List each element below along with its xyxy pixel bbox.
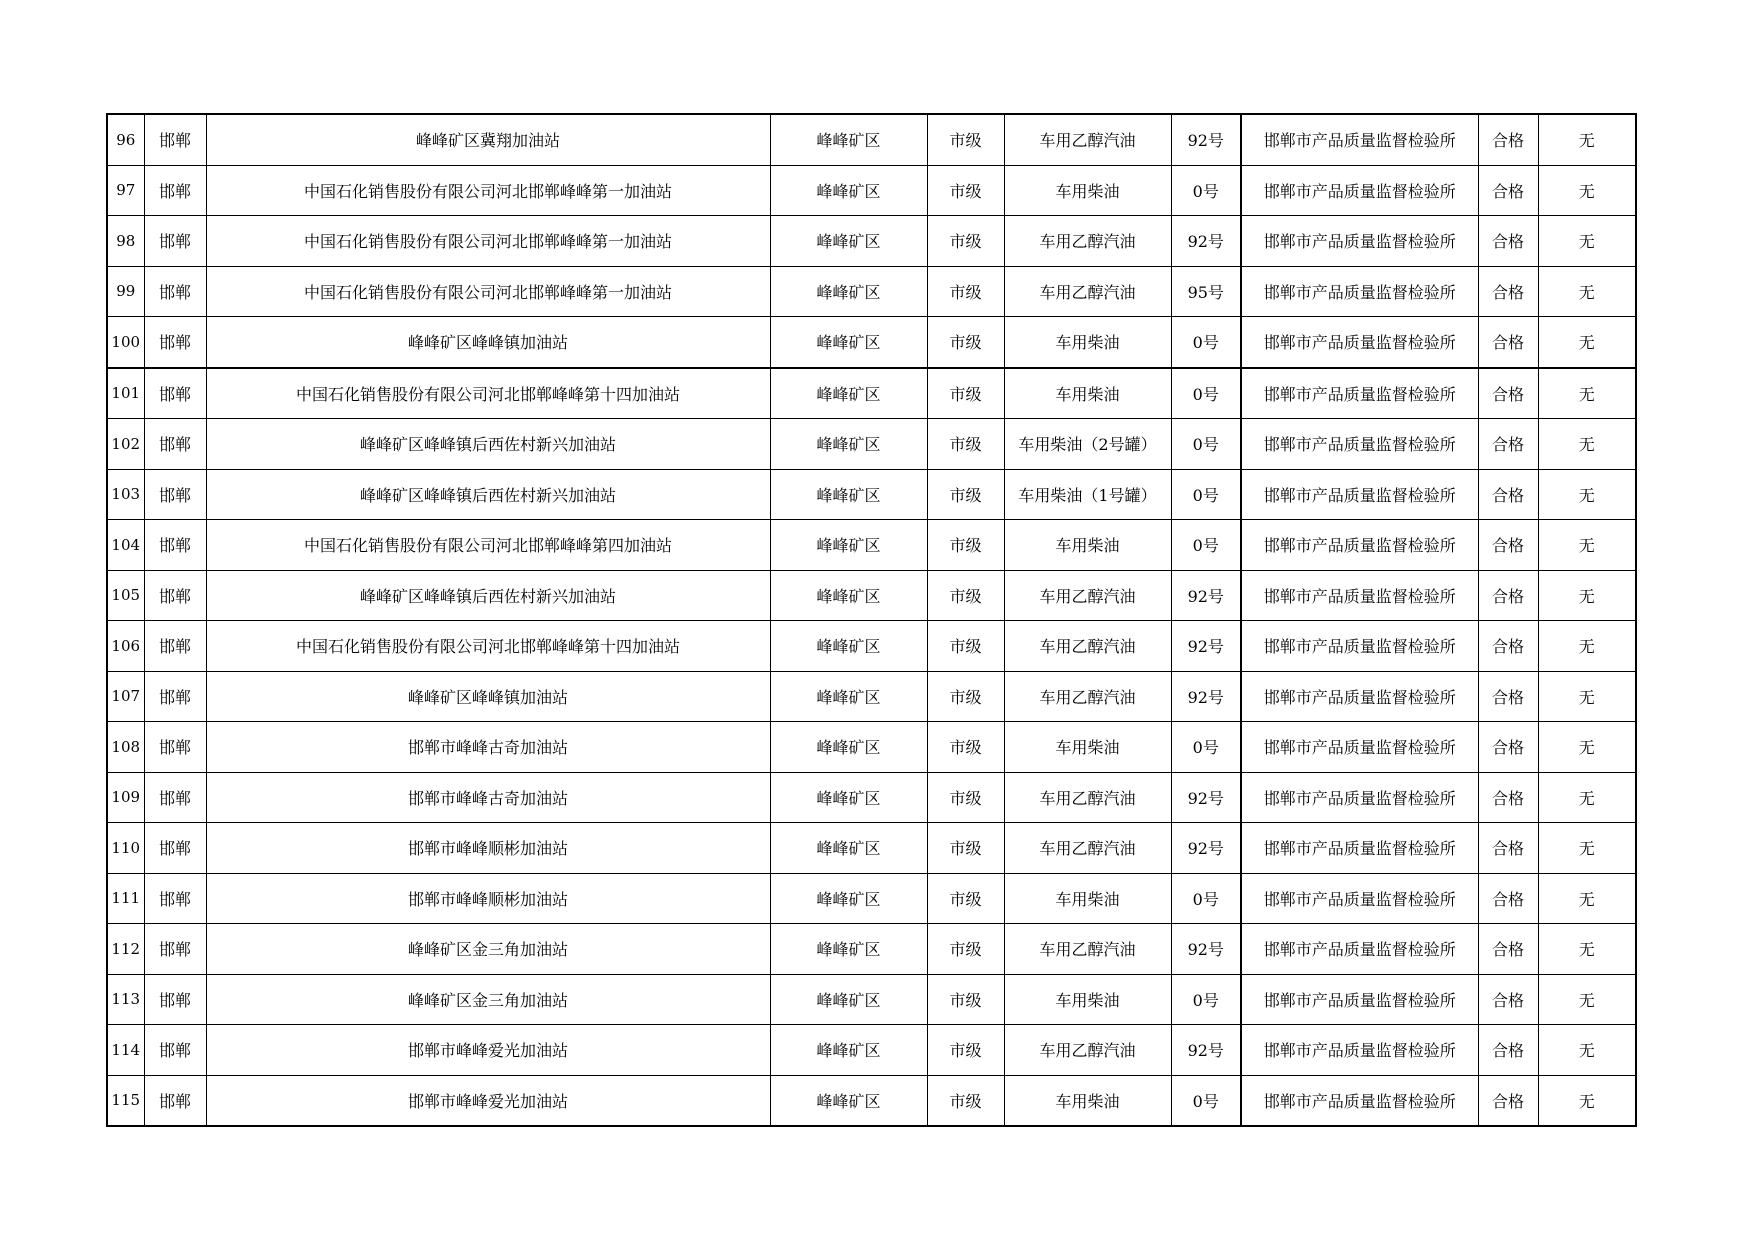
issue-cell: 无 — [1538, 621, 1636, 672]
table-row — [107, 114, 1636, 165]
table-row — [107, 974, 1636, 1025]
product-cell: 车用柴油 — [1004, 1075, 1171, 1126]
result-cell: 合格 — [1478, 216, 1538, 267]
station-name-cell: 中国石化销售股份有限公司河北邯郸峰峰第一加油站 — [206, 165, 770, 216]
station-name-cell: 中国石化销售股份有限公司河北邯郸峰峰第一加油站 — [206, 216, 770, 267]
inspection-results-table — [106, 113, 1637, 1127]
city-cell: 邯郸 — [144, 216, 206, 267]
row-number-cell: 104 — [107, 520, 144, 571]
city-cell: 邯郸 — [144, 266, 206, 317]
product-cell: 车用乙醇汽油 — [1004, 823, 1171, 874]
level-cell: 市级 — [927, 1025, 1004, 1076]
product-cell: 车用柴油 — [1004, 165, 1171, 216]
table-body — [107, 114, 1636, 1126]
station-name-cell: 中国石化销售股份有限公司河北邯郸峰峰第一加油站 — [206, 266, 770, 317]
level-cell: 市级 — [927, 165, 1004, 216]
city-cell: 邯郸 — [144, 823, 206, 874]
row-number-cell: 106 — [107, 621, 144, 672]
row-number-cell: 103 — [107, 469, 144, 520]
product-cell: 车用乙醇汽油 — [1004, 266, 1171, 317]
result-cell: 合格 — [1478, 368, 1538, 419]
district-cell: 峰峰矿区 — [770, 419, 927, 470]
district-cell: 峰峰矿区 — [770, 671, 927, 722]
station-name-cell: 峰峰矿区峰峰镇加油站 — [206, 671, 770, 722]
result-cell: 合格 — [1478, 1025, 1538, 1076]
issue-cell: 无 — [1538, 368, 1636, 419]
table-row — [107, 419, 1636, 470]
result-cell: 合格 — [1478, 114, 1538, 165]
row-number-cell: 100 — [107, 317, 144, 368]
station-name-cell: 峰峰矿区冀翔加油站 — [206, 114, 770, 165]
level-cell: 市级 — [927, 570, 1004, 621]
city-cell: 邯郸 — [144, 520, 206, 571]
product-cell: 车用柴油 — [1004, 974, 1171, 1025]
result-cell: 合格 — [1478, 419, 1538, 470]
level-cell: 市级 — [927, 722, 1004, 773]
district-cell: 峰峰矿区 — [770, 520, 927, 571]
issue-cell: 无 — [1538, 216, 1636, 267]
city-cell: 邯郸 — [144, 671, 206, 722]
station-name-cell: 邯郸市峰峰顺彬加油站 — [206, 873, 770, 924]
inspection-agency-cell: 邯郸市产品质量监督检验所 — [1241, 165, 1478, 216]
level-cell: 市级 — [927, 772, 1004, 823]
inspection-agency-cell: 邯郸市产品质量监督检验所 — [1241, 974, 1478, 1025]
district-cell: 峰峰矿区 — [770, 873, 927, 924]
grade-cell: 0号 — [1171, 368, 1241, 419]
grade-cell: 0号 — [1171, 1075, 1241, 1126]
station-name-cell: 邯郸市峰峰爱光加油站 — [206, 1025, 770, 1076]
table-row — [107, 621, 1636, 672]
inspection-agency-cell: 邯郸市产品质量监督检验所 — [1241, 216, 1478, 267]
table-row — [107, 266, 1636, 317]
city-cell: 邯郸 — [144, 621, 206, 672]
city-cell: 邯郸 — [144, 1075, 206, 1126]
issue-cell: 无 — [1538, 317, 1636, 368]
product-cell: 车用柴油（2号罐） — [1004, 419, 1171, 470]
product-cell: 车用柴油 — [1004, 317, 1171, 368]
grade-cell: 0号 — [1171, 722, 1241, 773]
issue-cell: 无 — [1538, 823, 1636, 874]
table-row — [107, 317, 1636, 368]
level-cell: 市级 — [927, 621, 1004, 672]
result-cell: 合格 — [1478, 974, 1538, 1025]
station-name-cell: 中国石化销售股份有限公司河北邯郸峰峰第十四加油站 — [206, 368, 770, 419]
station-name-cell: 峰峰矿区峰峰镇后西佐村新兴加油站 — [206, 570, 770, 621]
inspection-agency-cell: 邯郸市产品质量监督检验所 — [1241, 469, 1478, 520]
district-cell: 峰峰矿区 — [770, 266, 927, 317]
city-cell: 邯郸 — [144, 368, 206, 419]
inspection-agency-cell: 邯郸市产品质量监督检验所 — [1241, 317, 1478, 368]
row-number-cell: 101 — [107, 368, 144, 419]
result-cell: 合格 — [1478, 924, 1538, 975]
row-number-cell: 105 — [107, 570, 144, 621]
inspection-agency-cell: 邯郸市产品质量监督检验所 — [1241, 671, 1478, 722]
issue-cell: 无 — [1538, 266, 1636, 317]
level-cell: 市级 — [927, 216, 1004, 267]
issue-cell: 无 — [1538, 772, 1636, 823]
district-cell: 峰峰矿区 — [770, 924, 927, 975]
issue-cell: 无 — [1538, 671, 1636, 722]
grade-cell: 92号 — [1171, 1025, 1241, 1076]
inspection-agency-cell: 邯郸市产品质量监督检验所 — [1241, 621, 1478, 672]
inspection-agency-cell: 邯郸市产品质量监督检验所 — [1241, 520, 1478, 571]
issue-cell: 无 — [1538, 1025, 1636, 1076]
level-cell: 市级 — [927, 873, 1004, 924]
result-cell: 合格 — [1478, 873, 1538, 924]
inspection-agency-cell: 邯郸市产品质量监督检验所 — [1241, 570, 1478, 621]
inspection-agency-cell: 邯郸市产品质量监督检验所 — [1241, 722, 1478, 773]
inspection-agency-cell: 邯郸市产品质量监督检验所 — [1241, 873, 1478, 924]
level-cell: 市级 — [927, 974, 1004, 1025]
row-number-cell: 98 — [107, 216, 144, 267]
inspection-agency-cell: 邯郸市产品质量监督检验所 — [1241, 368, 1478, 419]
station-name-cell: 中国石化销售股份有限公司河北邯郸峰峰第十四加油站 — [206, 621, 770, 672]
result-cell: 合格 — [1478, 469, 1538, 520]
product-cell: 车用柴油 — [1004, 722, 1171, 773]
product-cell: 车用乙醇汽油 — [1004, 570, 1171, 621]
grade-cell: 92号 — [1171, 216, 1241, 267]
city-cell: 邯郸 — [144, 722, 206, 773]
grade-cell: 92号 — [1171, 621, 1241, 672]
district-cell: 峰峰矿区 — [770, 317, 927, 368]
table-row — [107, 216, 1636, 267]
product-cell: 车用柴油 — [1004, 368, 1171, 419]
level-cell: 市级 — [927, 419, 1004, 470]
city-cell: 邯郸 — [144, 1025, 206, 1076]
station-name-cell: 邯郸市峰峰古奇加油站 — [206, 722, 770, 773]
level-cell: 市级 — [927, 317, 1004, 368]
grade-cell: 0号 — [1171, 873, 1241, 924]
city-cell: 邯郸 — [144, 317, 206, 368]
issue-cell: 无 — [1538, 165, 1636, 216]
grade-cell: 0号 — [1171, 974, 1241, 1025]
product-cell: 车用柴油（1号罐） — [1004, 469, 1171, 520]
district-cell: 峰峰矿区 — [770, 621, 927, 672]
station-name-cell: 中国石化销售股份有限公司河北邯郸峰峰第四加油站 — [206, 520, 770, 571]
table-row — [107, 368, 1636, 419]
table-row — [107, 924, 1636, 975]
row-number-cell: 108 — [107, 722, 144, 773]
inspection-agency-cell: 邯郸市产品质量监督检验所 — [1241, 772, 1478, 823]
result-cell: 合格 — [1478, 165, 1538, 216]
row-number-cell: 113 — [107, 974, 144, 1025]
grade-cell: 0号 — [1171, 165, 1241, 216]
table-row — [107, 722, 1636, 773]
grade-cell: 92号 — [1171, 671, 1241, 722]
inspection-agency-cell: 邯郸市产品质量监督检验所 — [1241, 266, 1478, 317]
row-number-cell: 107 — [107, 671, 144, 722]
result-cell: 合格 — [1478, 570, 1538, 621]
row-number-cell: 102 — [107, 419, 144, 470]
table-row — [107, 671, 1636, 722]
table-row — [107, 165, 1636, 216]
row-number-cell: 112 — [107, 924, 144, 975]
level-cell: 市级 — [927, 368, 1004, 419]
district-cell: 峰峰矿区 — [770, 165, 927, 216]
issue-cell: 无 — [1538, 873, 1636, 924]
result-cell: 合格 — [1478, 1075, 1538, 1126]
product-cell: 车用乙醇汽油 — [1004, 114, 1171, 165]
result-cell: 合格 — [1478, 772, 1538, 823]
station-name-cell: 峰峰矿区峰峰镇后西佐村新兴加油站 — [206, 469, 770, 520]
issue-cell: 无 — [1538, 722, 1636, 773]
issue-cell: 无 — [1538, 469, 1636, 520]
issue-cell: 无 — [1538, 570, 1636, 621]
grade-cell: 95号 — [1171, 266, 1241, 317]
inspection-agency-cell: 邯郸市产品质量监督检验所 — [1241, 1075, 1478, 1126]
city-cell: 邯郸 — [144, 165, 206, 216]
issue-cell: 无 — [1538, 520, 1636, 571]
grade-cell: 0号 — [1171, 469, 1241, 520]
row-number-cell: 115 — [107, 1075, 144, 1126]
row-number-cell: 99 — [107, 266, 144, 317]
result-cell: 合格 — [1478, 621, 1538, 672]
table-row — [107, 570, 1636, 621]
city-cell: 邯郸 — [144, 974, 206, 1025]
district-cell: 峰峰矿区 — [770, 469, 927, 520]
grade-cell: 92号 — [1171, 924, 1241, 975]
level-cell: 市级 — [927, 823, 1004, 874]
table-row — [107, 873, 1636, 924]
inspection-agency-cell: 邯郸市产品质量监督检验所 — [1241, 924, 1478, 975]
level-cell: 市级 — [927, 266, 1004, 317]
level-cell: 市级 — [927, 520, 1004, 571]
district-cell: 峰峰矿区 — [770, 570, 927, 621]
product-cell: 车用柴油 — [1004, 520, 1171, 571]
grade-cell: 92号 — [1171, 772, 1241, 823]
district-cell: 峰峰矿区 — [770, 368, 927, 419]
product-cell: 车用乙醇汽油 — [1004, 216, 1171, 267]
product-cell: 车用乙醇汽油 — [1004, 924, 1171, 975]
district-cell: 峰峰矿区 — [770, 722, 927, 773]
grade-cell: 92号 — [1171, 114, 1241, 165]
issue-cell: 无 — [1538, 1075, 1636, 1126]
result-cell: 合格 — [1478, 317, 1538, 368]
station-name-cell: 邯郸市峰峰爱光加油站 — [206, 1075, 770, 1126]
product-cell: 车用乙醇汽油 — [1004, 621, 1171, 672]
inspection-agency-cell: 邯郸市产品质量监督检验所 — [1241, 1025, 1478, 1076]
issue-cell: 无 — [1538, 419, 1636, 470]
grade-cell: 0号 — [1171, 520, 1241, 571]
result-cell: 合格 — [1478, 722, 1538, 773]
city-cell: 邯郸 — [144, 114, 206, 165]
issue-cell: 无 — [1538, 924, 1636, 975]
level-cell: 市级 — [927, 1075, 1004, 1126]
result-cell: 合格 — [1478, 520, 1538, 571]
row-number-cell: 96 — [107, 114, 144, 165]
product-cell: 车用乙醇汽油 — [1004, 1025, 1171, 1076]
table-row — [107, 1075, 1636, 1126]
station-name-cell: 邯郸市峰峰顺彬加油站 — [206, 823, 770, 874]
grade-cell: 0号 — [1171, 419, 1241, 470]
district-cell: 峰峰矿区 — [770, 1025, 927, 1076]
city-cell: 邯郸 — [144, 924, 206, 975]
issue-cell: 无 — [1538, 974, 1636, 1025]
row-number-cell: 111 — [107, 873, 144, 924]
inspection-agency-cell: 邯郸市产品质量监督检验所 — [1241, 823, 1478, 874]
city-cell: 邯郸 — [144, 419, 206, 470]
table-row — [107, 469, 1636, 520]
station-name-cell: 峰峰矿区峰峰镇后西佐村新兴加油站 — [206, 419, 770, 470]
station-name-cell: 峰峰矿区金三角加油站 — [206, 974, 770, 1025]
product-cell: 车用乙醇汽油 — [1004, 671, 1171, 722]
station-name-cell: 峰峰矿区金三角加油站 — [206, 924, 770, 975]
result-cell: 合格 — [1478, 671, 1538, 722]
level-cell: 市级 — [927, 469, 1004, 520]
table-row — [107, 823, 1636, 874]
inspection-agency-cell: 邯郸市产品质量监督检验所 — [1241, 419, 1478, 470]
district-cell: 峰峰矿区 — [770, 823, 927, 874]
district-cell: 峰峰矿区 — [770, 216, 927, 267]
result-cell: 合格 — [1478, 266, 1538, 317]
level-cell: 市级 — [927, 671, 1004, 722]
row-number-cell: 110 — [107, 823, 144, 874]
grade-cell: 92号 — [1171, 823, 1241, 874]
result-cell: 合格 — [1478, 823, 1538, 874]
city-cell: 邯郸 — [144, 570, 206, 621]
inspection-agency-cell: 邯郸市产品质量监督检验所 — [1241, 114, 1478, 165]
city-cell: 邯郸 — [144, 873, 206, 924]
grade-cell: 92号 — [1171, 570, 1241, 621]
district-cell: 峰峰矿区 — [770, 1075, 927, 1126]
district-cell: 峰峰矿区 — [770, 772, 927, 823]
row-number-cell: 114 — [107, 1025, 144, 1076]
row-number-cell: 109 — [107, 772, 144, 823]
district-cell: 峰峰矿区 — [770, 974, 927, 1025]
row-number-cell: 97 — [107, 165, 144, 216]
product-cell: 车用乙醇汽油 — [1004, 772, 1171, 823]
product-cell: 车用柴油 — [1004, 873, 1171, 924]
issue-cell: 无 — [1538, 114, 1636, 165]
city-cell: 邯郸 — [144, 469, 206, 520]
table-row — [107, 520, 1636, 571]
station-name-cell: 峰峰矿区峰峰镇加油站 — [206, 317, 770, 368]
grade-cell: 0号 — [1171, 317, 1241, 368]
table-row — [107, 1025, 1636, 1076]
station-name-cell: 邯郸市峰峰古奇加油站 — [206, 772, 770, 823]
level-cell: 市级 — [927, 114, 1004, 165]
city-cell: 邯郸 — [144, 772, 206, 823]
level-cell: 市级 — [927, 924, 1004, 975]
table-row — [107, 772, 1636, 823]
district-cell: 峰峰矿区 — [770, 114, 927, 165]
